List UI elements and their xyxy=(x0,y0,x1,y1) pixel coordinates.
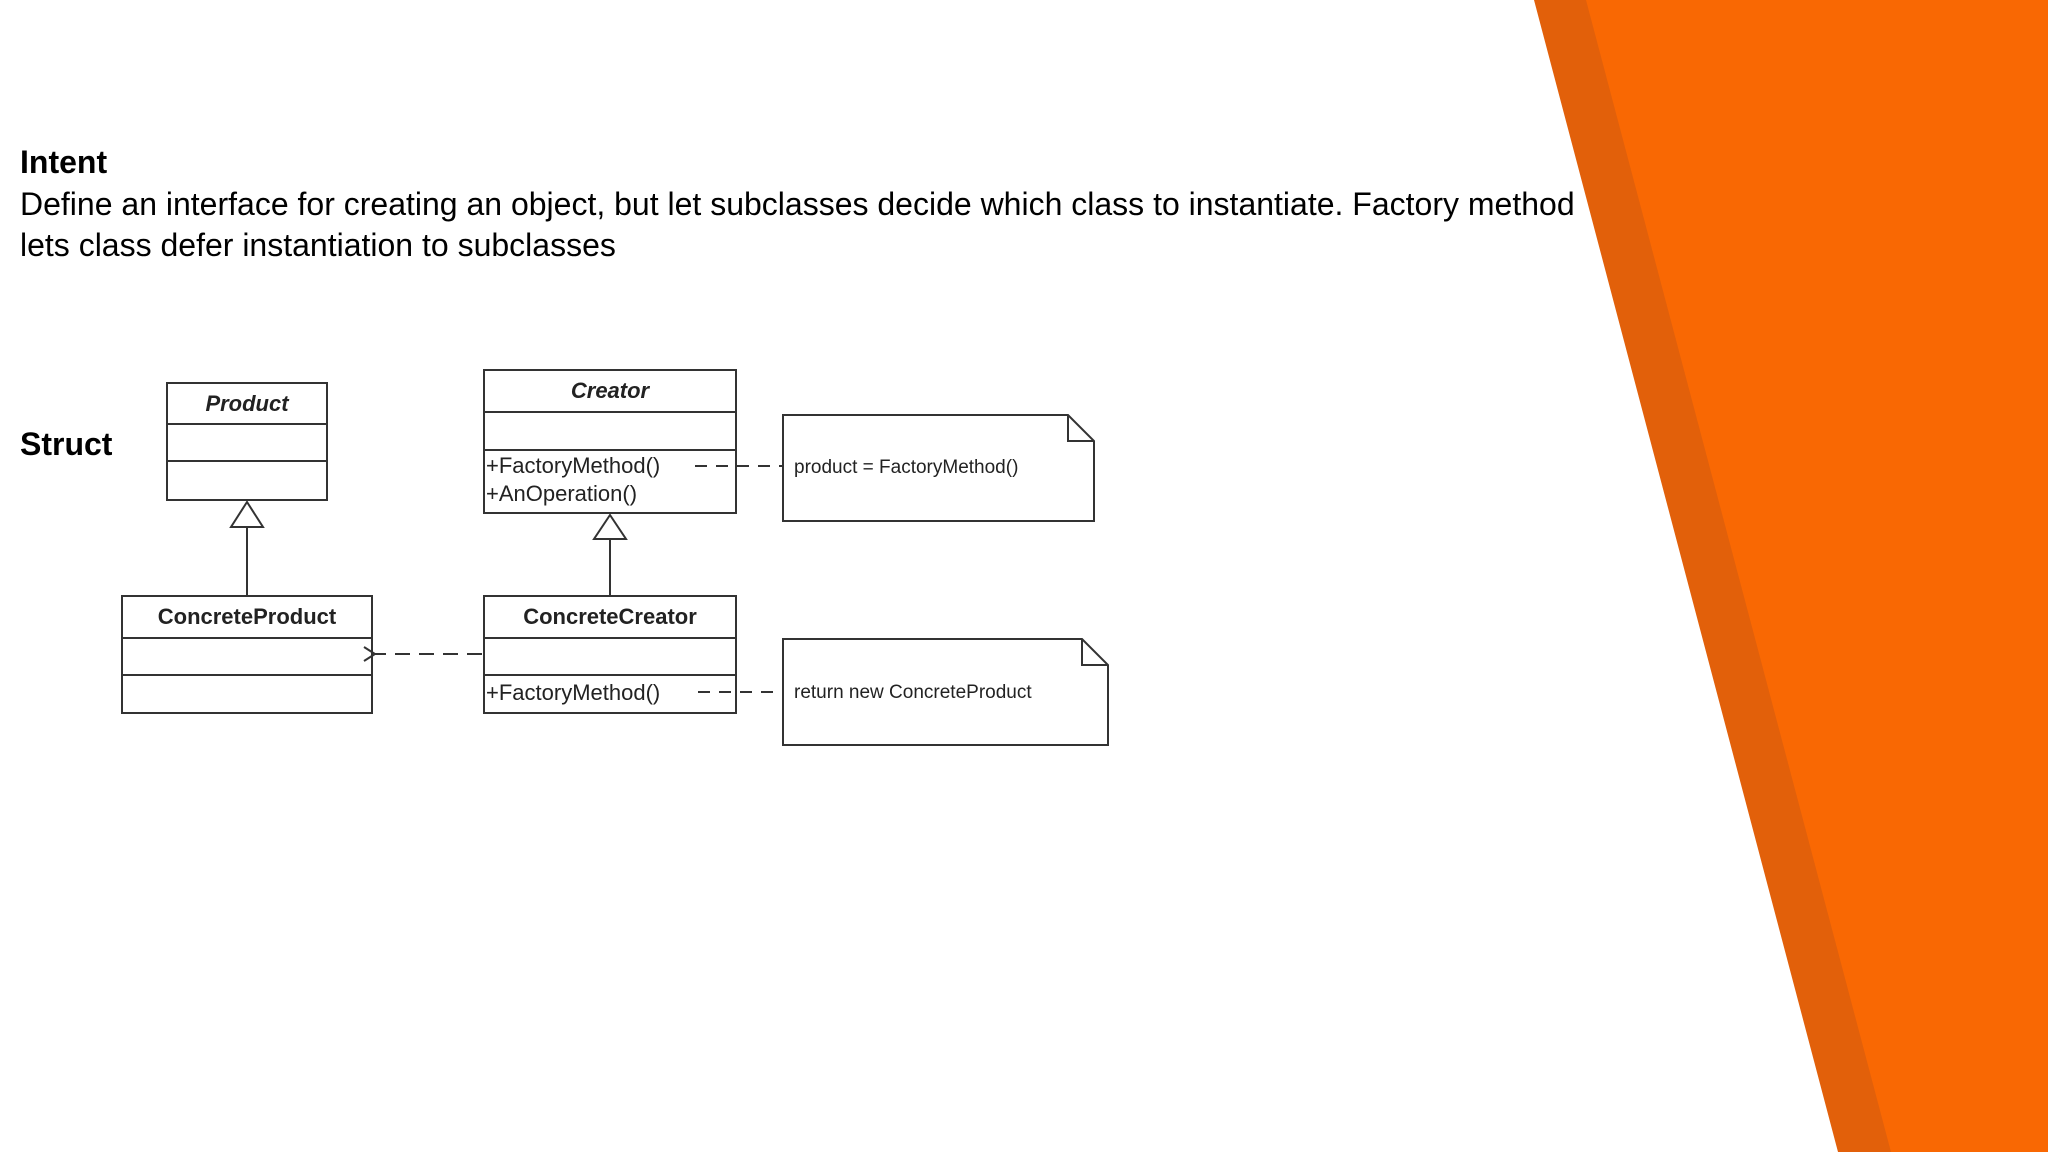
intent-description: Define an interface for creating an object, but let subclasses decide which class to instantiate. Factory method lets class defer instantiation to subclasses xyxy=(20,186,1575,263)
creator-inheritance-arrow xyxy=(594,515,626,596)
structure-heading: Struct xyxy=(20,426,113,462)
concrete-product-class-box xyxy=(122,596,372,713)
creator-method-anoperation: +AnOperation() xyxy=(486,481,638,506)
intent-heading: Intent xyxy=(20,144,108,180)
product-class-box xyxy=(167,383,327,500)
concrete-creator-method-factory: +FactoryMethod() xyxy=(486,680,661,705)
creator-class-name: Creator xyxy=(570,378,650,403)
concrete-creator-note-text: return new ConcreteProduct xyxy=(794,682,1032,703)
product-class-name: Product xyxy=(205,391,289,416)
concrete-product-class-name: ConcreteProduct xyxy=(157,604,337,629)
concrete-creator-class-name: ConcreteCreator xyxy=(523,604,697,629)
concrete-creator-class-box xyxy=(484,596,736,713)
creator-note xyxy=(783,415,1094,521)
concrete-creator-note xyxy=(783,639,1108,745)
factory-method-uml-diagram xyxy=(120,364,1120,754)
creator-method-factory: +FactoryMethod() xyxy=(486,453,661,478)
creator-note-text: product = FactoryMethod() xyxy=(794,457,1019,478)
product-inheritance-arrow xyxy=(231,502,263,596)
creator-class-box xyxy=(484,370,736,513)
